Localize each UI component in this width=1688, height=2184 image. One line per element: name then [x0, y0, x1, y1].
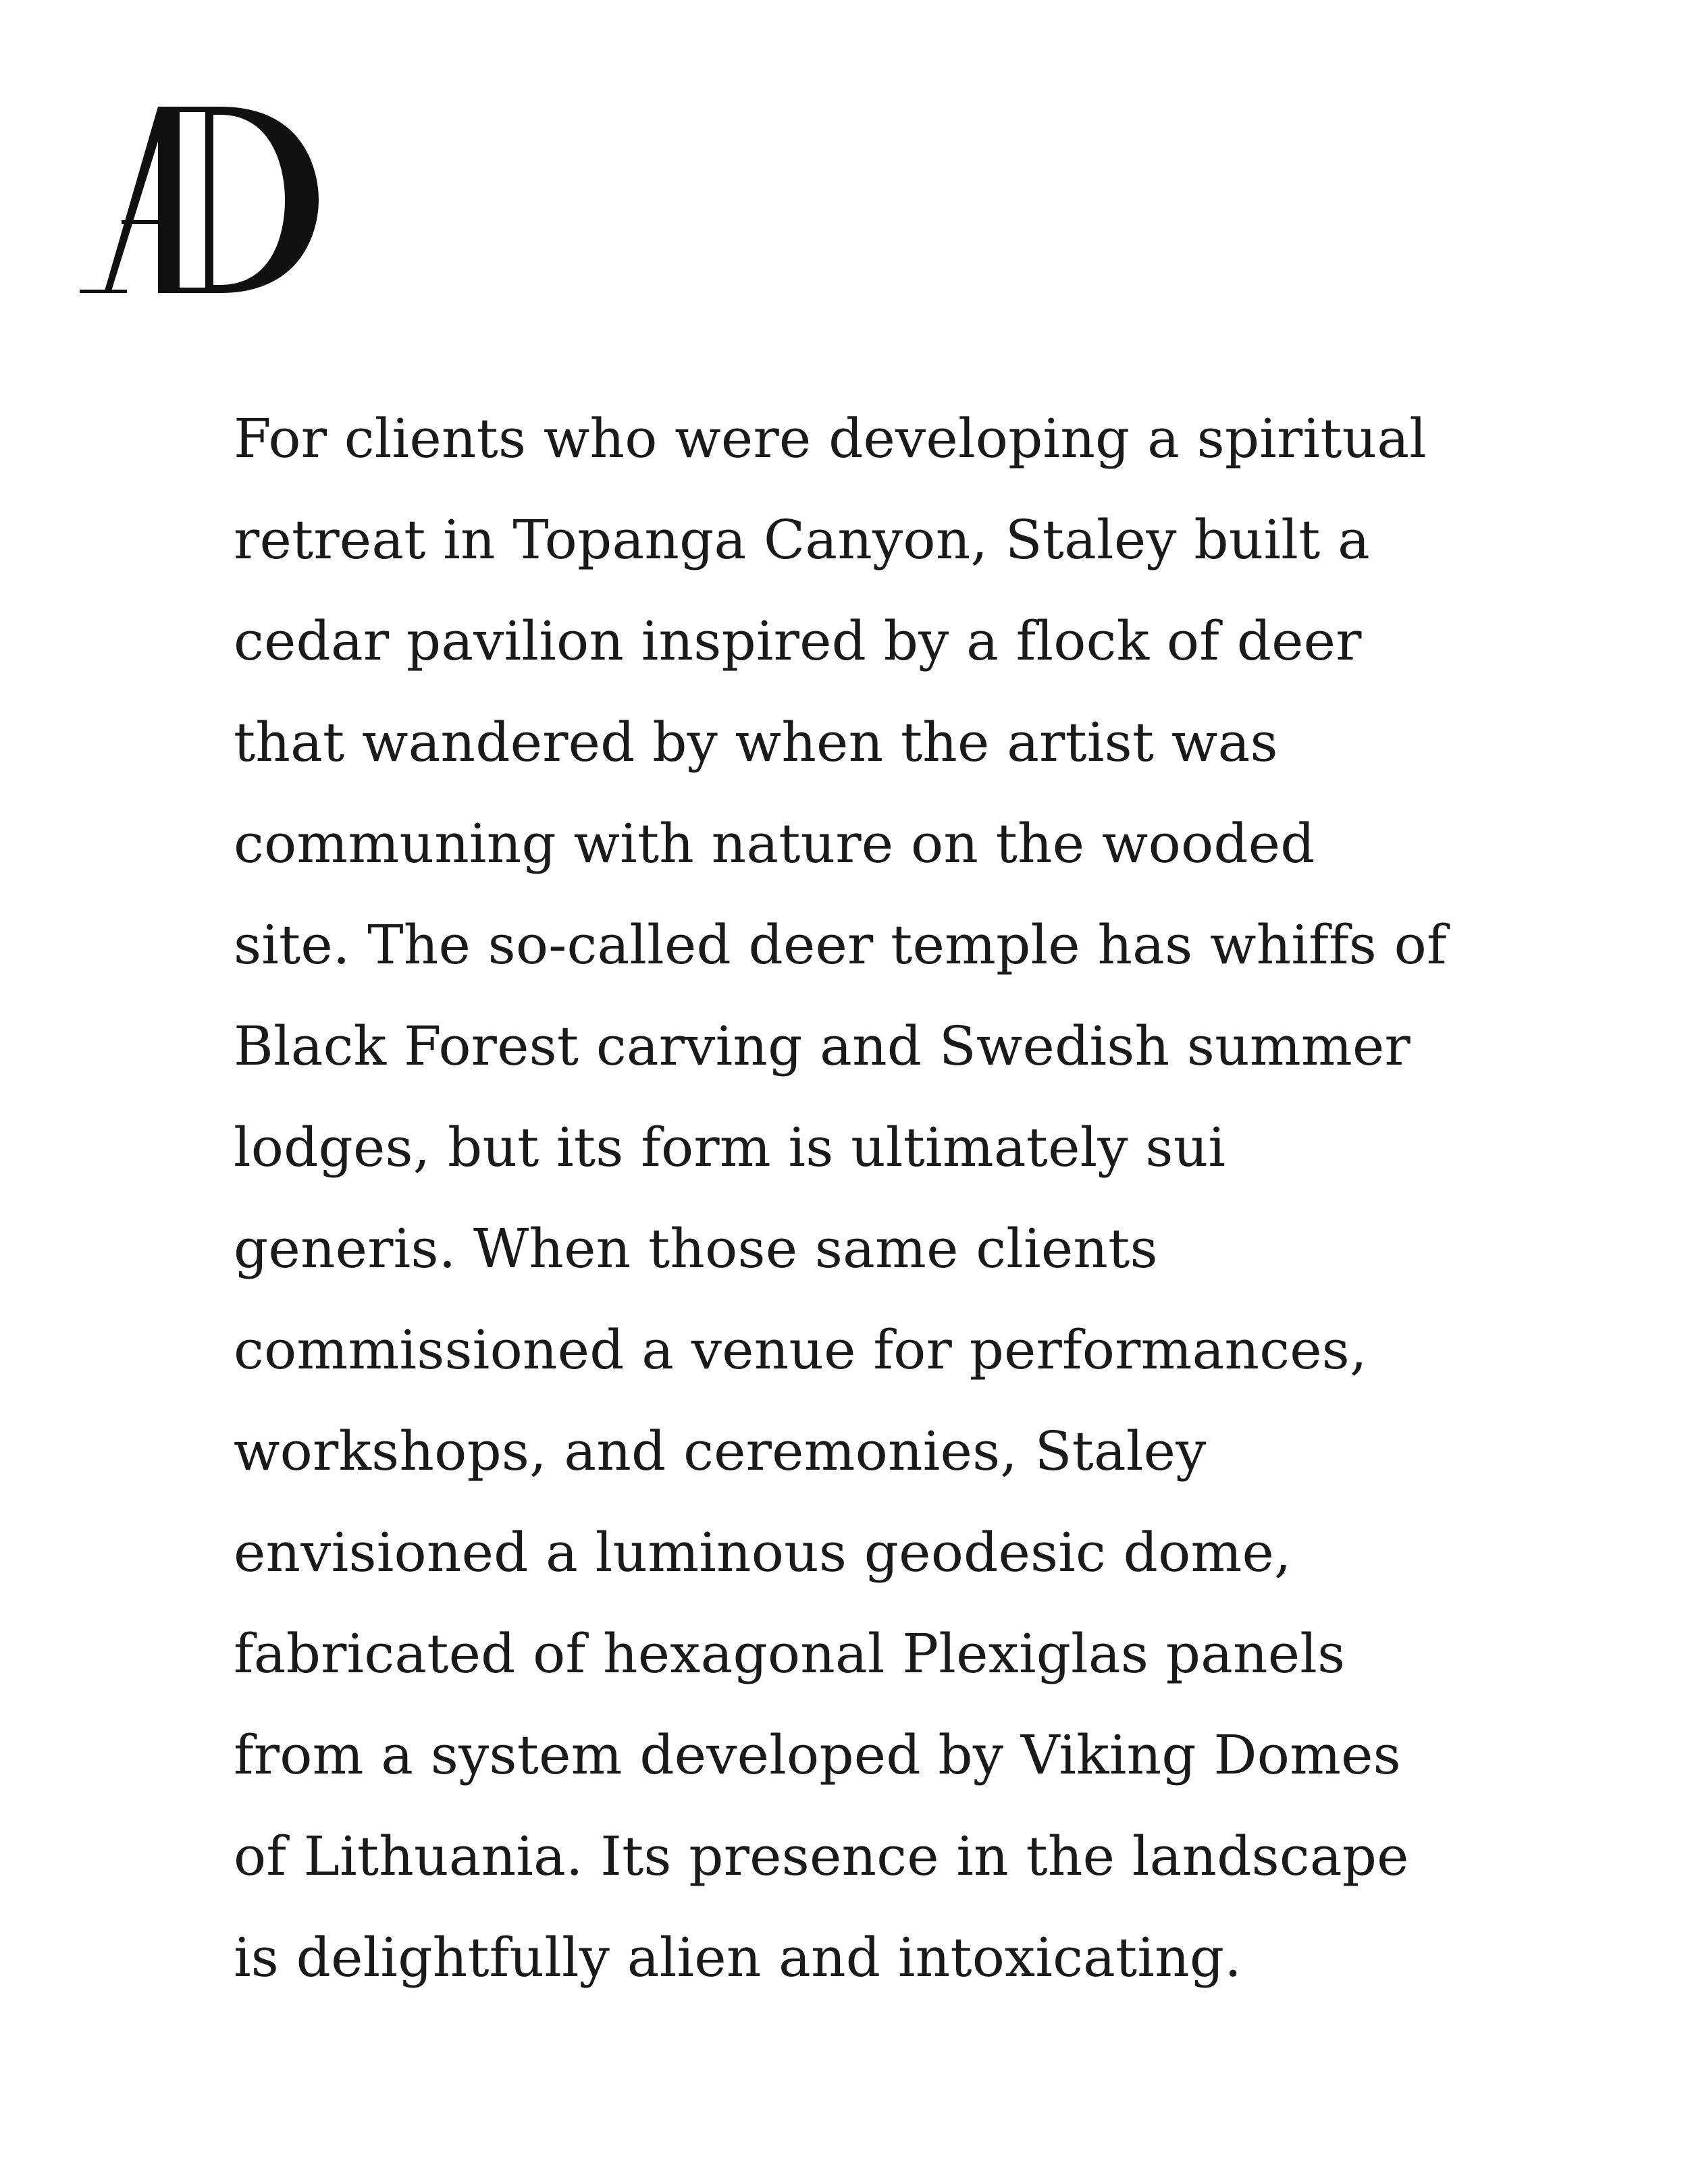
ad-logo-mark	[38, 101, 321, 304]
article-line: that wandered by when the artist was	[234, 711, 1278, 774]
article-line: is delightfully alien and intoxicating.	[234, 1926, 1242, 1989]
article-line: communing with nature on the wooded	[234, 812, 1315, 875]
article-line: cedar pavilion inspired by a flock of deer	[234, 610, 1362, 672]
article-line: site. The so-called deer temple has whiffs of	[234, 913, 1447, 976]
article-line: commissioned a venue for performances,	[234, 1319, 1367, 1381]
article-line: generis. When those same clients	[234, 1217, 1158, 1280]
ad-logo	[38, 101, 321, 304]
article-line: workshops, and ceremonies, Staley	[234, 1420, 1207, 1483]
article-line: envisioned a luminous geodesic dome,	[234, 1521, 1292, 1584]
article-line: of Lithuania. Its presence in the landscape	[234, 1825, 1409, 1888]
article-line: retreat in Topanga Canyon, Staley built a	[234, 508, 1370, 571]
article-body	[234, 388, 1516, 2008]
article-line: from a system developed by Viking Domes	[234, 1724, 1401, 1786]
article-line: lodges, but its form is ultimately sui	[234, 1116, 1226, 1179]
article-line: Black Forest carving and Swedish summer	[234, 1015, 1410, 1077]
article-line: For clients who were developing a spiritual	[234, 407, 1427, 470]
article-line: fabricated of hexagonal Plexiglas panels	[234, 1622, 1346, 1685]
